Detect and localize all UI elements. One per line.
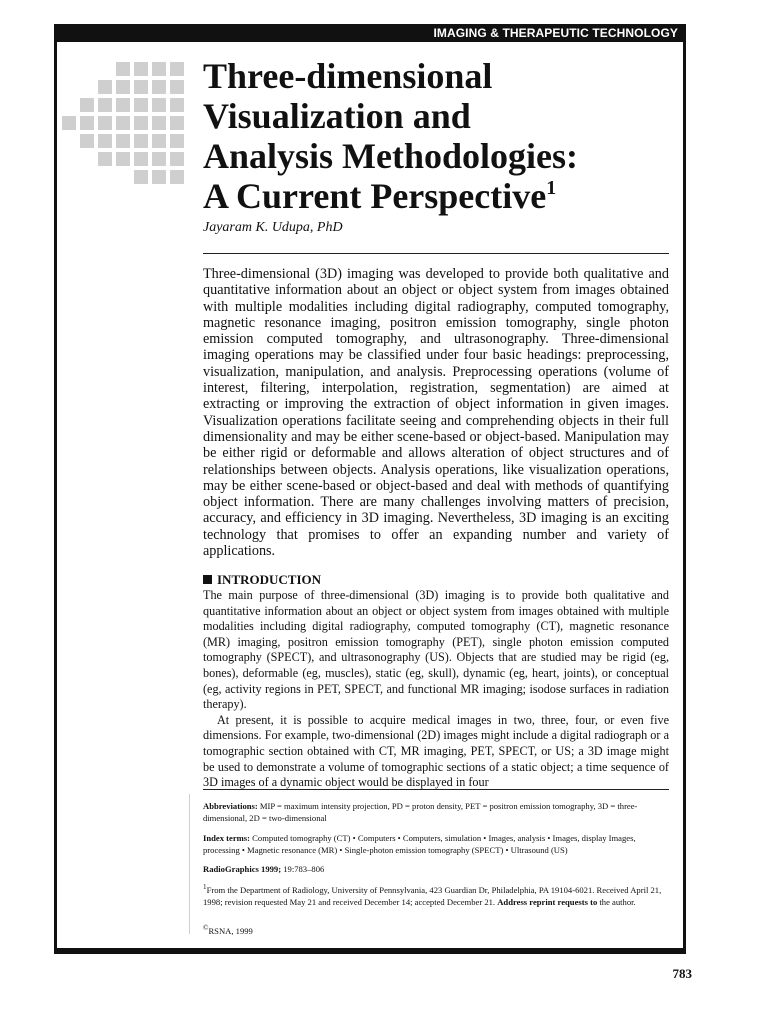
decorative-square	[116, 134, 130, 148]
decorative-square	[98, 116, 112, 130]
abbreviations-label: Abbreviations:	[203, 801, 258, 811]
decorative-square	[80, 116, 94, 130]
decorative-square	[134, 116, 148, 130]
decorative-square	[116, 152, 130, 166]
decorative-square	[80, 98, 94, 112]
decorative-square	[98, 152, 112, 166]
decorative-square	[170, 116, 184, 130]
footnote-margin-line	[189, 794, 190, 934]
section-header: IMAGING & THERAPEUTIC TECHNOLOGY	[54, 24, 686, 42]
section-heading-label: INTRODUCTION	[217, 572, 322, 587]
abbreviations-note	[203, 800, 669, 824]
decorative-square	[98, 134, 112, 148]
introduction-body	[203, 588, 669, 791]
copyright-text: RSNA, 1999	[208, 925, 253, 936]
decorative-square	[152, 116, 166, 130]
article-title	[203, 56, 683, 216]
decorative-square	[134, 170, 148, 184]
reprint-label: Address reprint requests to	[497, 896, 598, 907]
section-heading	[203, 572, 321, 588]
copyright-symbol: ©	[203, 924, 209, 932]
intro-paragraph-2: At present, it is possible to acquire medical images in two, three, four, or even five dimensions. For example, two-dimensional (2D) images might include a digital radiograph or a tomographic section obtained with CT, MR imaging, PET, SPECT, or US; a 3D image might be used to demonstrate a volume of tomographic sections of a static object; a time sequence of 3D images of a dynamic object would be displayed in four	[203, 712, 669, 790]
decorative-square	[134, 98, 148, 112]
copyright-note	[203, 922, 669, 937]
decorative-block-grid	[80, 62, 192, 192]
decorative-square	[98, 98, 112, 112]
affiliation-tail: the author.	[597, 896, 636, 907]
affiliation-note	[203, 881, 669, 908]
index-terms-text: Computed tomography (CT) • Computers • Computers, simulation • Images, analysis • Images, display Images, processing • Magnetic resonance (MR) • Single-photon emission tomography (SPECT) • Ultrasound (US)	[203, 833, 636, 855]
decorative-square	[134, 152, 148, 166]
title-line-1: Three-dimensional	[203, 56, 493, 96]
index-terms-note	[203, 832, 669, 856]
journal-label: RadioGraphics 1999;	[203, 864, 282, 874]
decorative-square	[170, 80, 184, 94]
heading-square-icon	[203, 575, 212, 584]
decorative-square	[80, 134, 94, 148]
affiliation-text: From the Department of Radiology, University of Pennsylvania, 423 Guardian Dr, Philadelphia, PA 19104-6021. Received April 21, 1998; revision requested May 21 and received December 14; accepted December 21.	[203, 884, 662, 907]
decorative-square	[170, 62, 184, 76]
title-line-4: A Current Perspective	[203, 176, 547, 216]
footnote-rule	[203, 789, 669, 790]
decorative-square	[62, 116, 76, 130]
decorative-square	[116, 98, 130, 112]
decorative-square	[152, 170, 166, 184]
title-footnote-marker: 1	[546, 177, 557, 199]
affiliation-marker: 1	[203, 883, 207, 891]
decorative-square	[170, 134, 184, 148]
decorative-square	[116, 80, 130, 94]
decorative-square	[170, 170, 184, 184]
abbreviations-text: MIP = maximum intensity projection, PD = proton density, PET = positron emission tomography, 3D = three-dimensional, 2D = two-dimensional	[203, 801, 638, 823]
author-name: Jayaram K. Udupa, PhD	[203, 220, 343, 235]
decorative-square	[134, 80, 148, 94]
index-terms-label: Index terms:	[203, 833, 251, 843]
title-line-3: Analysis Methodologies:	[203, 136, 579, 176]
decorative-square	[152, 62, 166, 76]
intro-paragraph-1: The main purpose of three-dimensional (3D) imaging is to provide both qualitative and quantitative information about an object or object system from images obtained with multiple modalities including digital radiography, computed tomography (CT), magnetic resonance (MR) imaging, positron emission tomography (PET), single photon emission computed tomography (SPECT), and ultrasonography (US). Objects that are studied may be rigid (eg, bones), deformable (eg, muscles), static (eg, skull), dynamic (eg, heart, joints), or conceptual (eg, activity regions in PET, SPECT, and functional MR imaging; isodose surfaces in radiation therapy).	[203, 588, 669, 712]
title-line-2: Visualization and	[203, 96, 471, 136]
decorative-square	[152, 134, 166, 148]
decorative-square	[170, 98, 184, 112]
decorative-square	[134, 134, 148, 148]
title-rule	[203, 253, 669, 254]
decorative-square	[116, 116, 130, 130]
journal-text: 19:783–806	[281, 864, 325, 874]
decorative-square	[152, 80, 166, 94]
abstract: Three-dimensional (3D) imaging was developed to provide both qualitative and quantitative information about an object or object system from images obtained with multiple modalities including digital radiography, computed tomography, magnetic resonance imaging, positron emission tomography, single photon emission computed tomography, and ultrasonography. Three-dimensional imaging operations may be classified under four basic headings: preprocessing, visualization, manipulation, and analysis. Preprocessing operations (volume of interest, filtering, interpolation, registration, segmentation) are aimed at extracting or improving the extraction of object information in given images. Visualization operations facilitate seeing and comprehending objects in their full dimensionality and may be either scene-based or object-based. Manipulation may be either rigid or deformable and allows alteration of object structures and of relationships between objects. Analysis operations, like visualization operations, may be either scene-based or object-based and deal with methods of quantifying object information. There are many challenges involving matters of precision, accuracy, and efficiency in 3D imaging. Nevertheless, 3D imaging is an exciting technology that promises to offer an expanding number and variety of applications.	[203, 266, 669, 560]
page-number: 783	[672, 966, 692, 981]
decorative-square	[170, 152, 184, 166]
decorative-square	[152, 98, 166, 112]
decorative-square	[134, 62, 148, 76]
decorative-square	[98, 80, 112, 94]
journal-citation	[203, 863, 669, 875]
decorative-square	[116, 62, 130, 76]
decorative-square	[152, 152, 166, 166]
